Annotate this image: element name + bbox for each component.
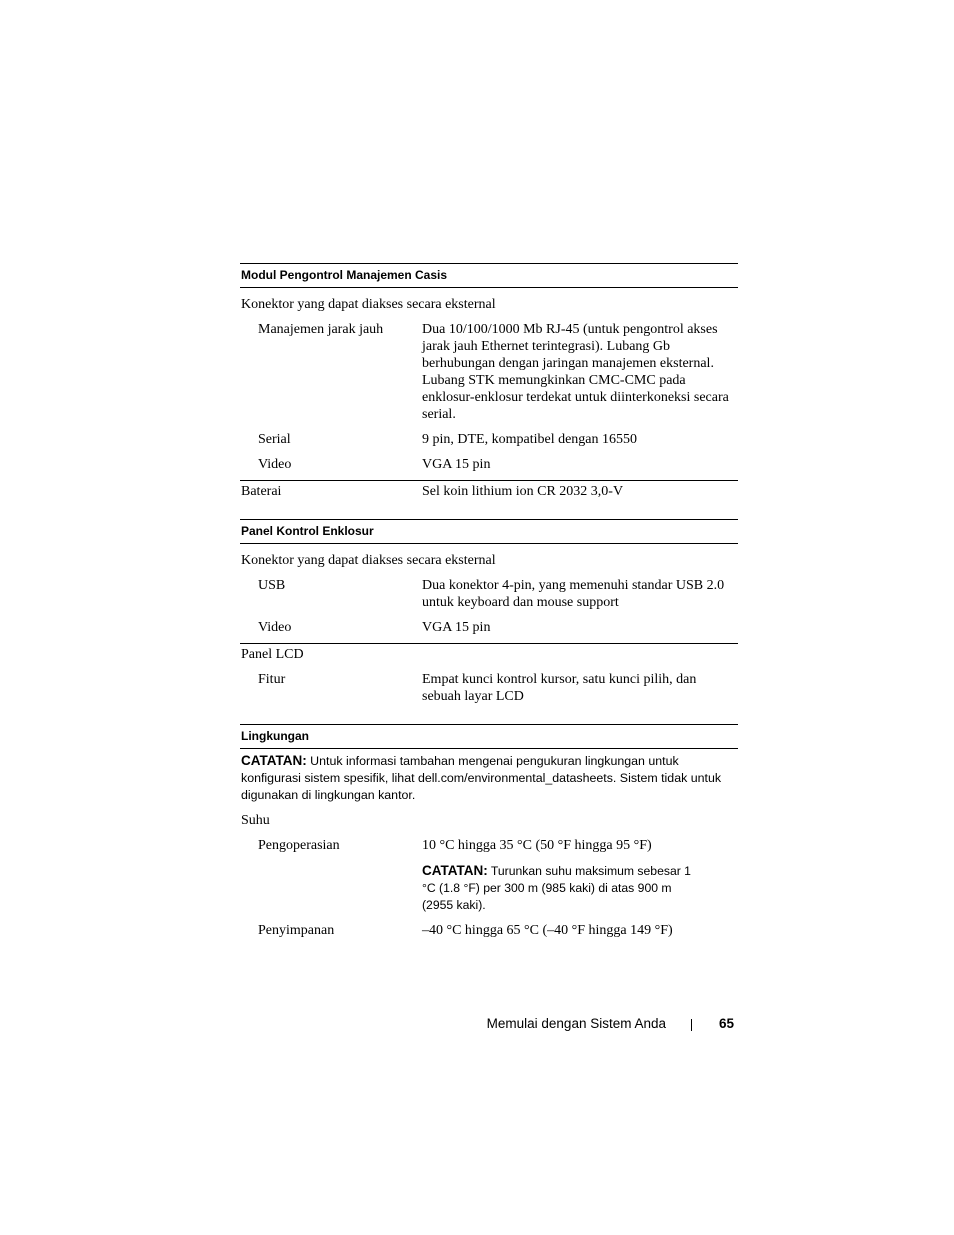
spec-label: Video — [258, 457, 292, 472]
subsection-row — [240, 812, 738, 829]
spec-row-usb — [240, 577, 738, 611]
environment-note — [240, 752, 738, 804]
subsection-label: Panel LCD — [241, 647, 304, 662]
footer-title: Memulai dengan Sistem Anda — [486, 1016, 666, 1031]
spec-value: Empat kunci kontrol kursor, satu kunci pilih, dan sebuah layar LCD — [422, 672, 697, 704]
spec-value: Sel koin lithium ion CR 2032 3,0-V — [422, 484, 624, 499]
spec-row-video — [240, 456, 738, 473]
spec-row-remote-management — [240, 321, 738, 423]
note-text: Turunkan suhu maksimum sebesar 1 °C (1.8 °F) per 300 m (985 kaki) di atas 900 m (2955 kaki). — [422, 864, 691, 912]
spec-value: 10 °C hingga 35 °C (50 °F hingga 95 °F) — [422, 838, 652, 853]
note-text: Untuk informasi tambahan mengenai pengukuran lingkungan untuk konfigurasi sistem spesifik, lihat — [241, 754, 679, 785]
subsection-row — [240, 296, 738, 313]
spec-label: Pengoperasian — [258, 838, 340, 853]
spec-row-storage — [240, 922, 738, 939]
spec-row-operating — [240, 837, 738, 914]
note-label: CATATAN: — [241, 753, 307, 768]
spec-label: Fitur — [258, 672, 286, 687]
spec-value: –40 °C hingga 65 °C (–40 °F hingga 149 °F) — [422, 923, 673, 938]
spec-row-features — [240, 671, 738, 705]
spec-label: Manajemen jarak jauh — [258, 322, 384, 337]
page-footer — [0, 1015, 954, 1035]
datasheets-link[interactable]: dell.com/environmental_datasheets — [417, 771, 613, 785]
spec-row-serial — [240, 431, 738, 448]
note-text-end: . Sistem tidak untuk digunakan di lingkungan kantor. — [241, 771, 722, 802]
spec-label: Baterai — [241, 484, 282, 499]
section-header-rule — [240, 748, 738, 749]
spec-value-group — [422, 837, 738, 914]
spec-table — [240, 263, 738, 939]
operating-note — [422, 862, 697, 914]
spec-value: VGA 15 pin — [422, 457, 491, 472]
spec-label: Video — [258, 620, 292, 635]
spec-row-video — [240, 619, 738, 636]
subsection-row — [240, 552, 738, 569]
spec-label: Serial — [258, 432, 291, 447]
section-title-control-panel: Panel Kontrol Enklosur — [241, 524, 374, 538]
footer-separator — [691, 1019, 692, 1031]
spec-value: 9 pin, DTE, kompatibel dengan 16550 — [422, 432, 638, 447]
subsection-label: Suhu — [241, 813, 270, 828]
spec-value: Dua konektor 4-pin, yang memenuhi standar USB 2.0 untuk keyboard dan mouse support — [422, 578, 725, 610]
note-label: CATATAN: — [422, 863, 488, 878]
spec-row-battery — [240, 483, 738, 500]
section-title-environment: Lingkungan — [241, 729, 309, 743]
page-number: 65 — [719, 1016, 735, 1031]
spec-label: USB — [258, 578, 286, 593]
section-title-cmc: Modul Pengontrol Manajemen Casis — [241, 268, 448, 282]
subsection-label: Konektor yang dapat diakses secara eksternal — [241, 553, 496, 568]
subsection-label: Konektor yang dapat diakses secara eksternal — [241, 297, 496, 312]
spec-value: Dua 10/100/1000 Mb RJ-45 (untuk pengontrol akses jarak jauh Ethernet terintegrasi). Lubang Gb berhubungan dengan jaringan manajemen eksternal. Lubang STK memungkinkan CMC-CMC pada enklosur-enklosur terdekat untuk diinterkoneksi secara serial. — [422, 322, 729, 422]
subsection-row — [240, 646, 738, 663]
spec-value: VGA 15 pin — [422, 620, 491, 635]
spec-label: Penyimpanan — [258, 923, 335, 938]
